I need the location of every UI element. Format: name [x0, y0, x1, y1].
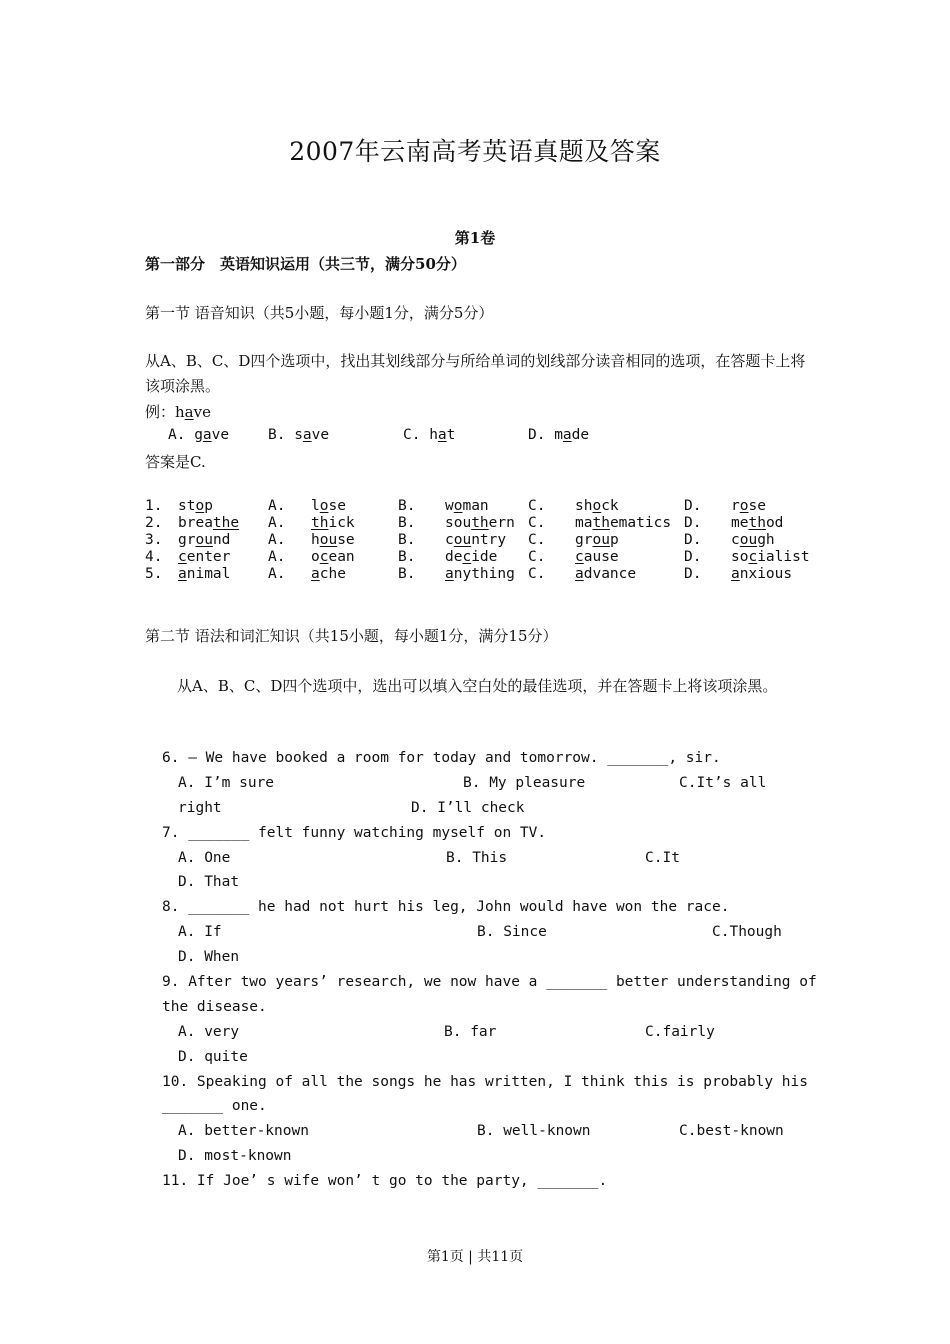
example-answer: 答案是C.: [145, 453, 206, 471]
phonetics-row-1-label-a: A.: [268, 498, 286, 514]
question-6-option-c: C.It’s all: [679, 775, 767, 791]
phonetics-row-3-option-a: house: [311, 532, 355, 548]
phonetics-row-1-option-c: shock: [575, 498, 619, 514]
phonetics-row-4-label-b: B.: [398, 549, 416, 565]
phonetics-row-4-option-a: ocean: [311, 549, 355, 565]
phonetics-row-1-number: 1.: [145, 498, 163, 514]
question-6-option-c-cont: right: [178, 800, 222, 816]
example-label: 例：have: [145, 403, 211, 421]
question-9-option-b: B. far: [444, 1024, 497, 1040]
example-option-a: A. gave: [168, 427, 230, 443]
phonetics-row-1-option-d: rose: [731, 498, 766, 514]
question-7-option-c: C.It: [645, 850, 680, 866]
phonetics-row-1-option-b: woman: [445, 498, 489, 514]
phonetics-row-5-label-a: A.: [268, 566, 286, 582]
question-8-option-d: D. When: [178, 949, 240, 965]
phonetics-row-4-word: center: [178, 549, 231, 565]
question-6-option-b: B. My pleasure: [463, 775, 586, 791]
phonetics-row-4-number: 4.: [145, 549, 163, 565]
phonetics-row-3-option-d: cough: [731, 532, 775, 548]
page-title: 2007年云南高考英语真题及答案: [289, 137, 661, 166]
question-7-option-a: A. One: [178, 850, 231, 866]
phonetics-row-5-label-b: B.: [398, 566, 416, 582]
question-11-stem: 11. If Joe’ s wife won’ t go to the party, _______.: [162, 1173, 608, 1189]
phonetics-row-2-option-b: southern: [445, 515, 515, 531]
phonetics-row-2-label-b: B.: [398, 515, 416, 531]
phonetics-row-2-option-d: method: [731, 515, 784, 531]
question-6-stem: 6. — We have booked a room for today and tomorrow. _______, sir.: [162, 750, 721, 766]
phonetics-row-3-option-b: country: [445, 532, 507, 548]
phonetics-row-1-label-b: B.: [398, 498, 416, 514]
question-9-option-a: A. very: [178, 1024, 240, 1040]
question-6-option-d: D. I’ll check: [411, 800, 525, 816]
section2-heading: 第二节 语法和词汇知识（共15小题，每小题1分，满分15分）: [145, 627, 558, 645]
phonetics-row-1-label-d: D.: [684, 498, 702, 514]
phonetics-row-2-label-a: A.: [268, 515, 286, 531]
question-8-option-a: A. If: [178, 924, 222, 940]
example-option-d: D. made: [528, 427, 590, 443]
phonetics-row-2-option-c: mathematics: [575, 515, 672, 531]
question-10-option-a: A. better-known: [178, 1123, 309, 1139]
phonetics-row-5-word: animal: [178, 566, 231, 582]
question-7-option-d: D. That: [178, 874, 240, 890]
phonetics-row-1-option-a: lose: [311, 498, 346, 514]
phonetics-row-4-label-d: D.: [684, 549, 702, 565]
phonetics-row-4-option-b: decide: [445, 549, 498, 565]
phonetics-row-4-label-c: C.: [528, 549, 546, 565]
question-9-stem: 9. After two years’ research, we now have a _______ better understanding of: [162, 974, 817, 990]
phonetics-row-2-word: breathe: [178, 515, 240, 531]
section2-instruction: 从A、B、C、D四个选项中，选出可以填入空白处的最佳选项，并在答题卡上将该项涂黑。: [177, 677, 778, 695]
question-7-option-b: B. This: [446, 850, 508, 866]
section1-heading: 第一节 语音知识（共5小题，每小题1分，满分5分）: [145, 304, 494, 322]
phonetics-row-5-option-c: advance: [575, 566, 637, 582]
question-8-option-b: B. Since: [477, 924, 547, 940]
phonetics-row-3-label-a: A.: [268, 532, 286, 548]
question-9-option-c: C.fairly: [645, 1024, 715, 1040]
phonetics-row-4-option-c: cause: [575, 549, 619, 565]
page-footer: 第1页 | 共11页: [426, 1249, 524, 1265]
phonetics-row-2-number: 2.: [145, 515, 163, 531]
part1-heading: 第一部分 英语知识运用（共三节，满分50分）: [145, 255, 466, 273]
phonetics-row-3-label-b: B.: [398, 532, 416, 548]
question-9-stem-cont: the disease.: [162, 999, 267, 1015]
volume-heading: 第1卷: [454, 229, 496, 247]
phonetics-row-5-option-d: anxious: [731, 566, 793, 582]
phonetics-row-3-option-c: group: [575, 532, 619, 548]
example-option-c: C. hat: [403, 427, 456, 443]
phonetics-row-3-word: ground: [178, 532, 231, 548]
question-10-stem-cont: _______ one.: [162, 1098, 267, 1114]
question-10-option-d: D. most-known: [178, 1148, 292, 1164]
phonetics-row-5-label-c: C.: [528, 566, 546, 582]
section1-instruction: 从A、B、C、D四个选项中，找出其划线部分与所给单词的划线部分读音相同的选项，在答题卡上将该项涂黑。: [145, 352, 806, 395]
question-8-stem: 8. _______ he had not hurt his leg, John would have won the race.: [162, 899, 730, 915]
phonetics-row-3-label-d: D.: [684, 532, 702, 548]
phonetics-row-1-word: stop: [178, 498, 213, 514]
phonetics-row-5-option-b: anything: [445, 566, 515, 582]
question-10-stem: 10. Speaking of all the songs he has written, I think this is probably his: [162, 1074, 809, 1090]
question-10-option-b: B. well-known: [477, 1123, 591, 1139]
question-7-stem: 7. _______ felt funny watching myself on TV.: [162, 825, 547, 841]
question-10-option-c: C.best-known: [679, 1123, 784, 1139]
phonetics-row-2-option-a: thick: [311, 515, 355, 531]
phonetics-row-3-number: 3.: [145, 532, 163, 548]
phonetics-row-2-label-d: D.: [684, 515, 702, 531]
question-6-option-a: A. I’m sure: [178, 775, 275, 791]
phonetics-row-3-label-c: C.: [528, 532, 546, 548]
example-option-b: B. save: [268, 427, 330, 443]
phonetics-row-4-option-d: socialist: [731, 549, 810, 565]
phonetics-row-4-label-a: A.: [268, 549, 286, 565]
phonetics-row-5-label-d: D.: [684, 566, 702, 582]
phonetics-row-2-label-c: C.: [528, 515, 546, 531]
question-9-option-d: D. quite: [178, 1049, 248, 1065]
phonetics-row-5-number: 5.: [145, 566, 163, 582]
phonetics-row-1-label-c: C.: [528, 498, 546, 514]
phonetics-row-5-option-a: ache: [311, 566, 346, 582]
question-8-option-c: C.Though: [712, 924, 782, 940]
